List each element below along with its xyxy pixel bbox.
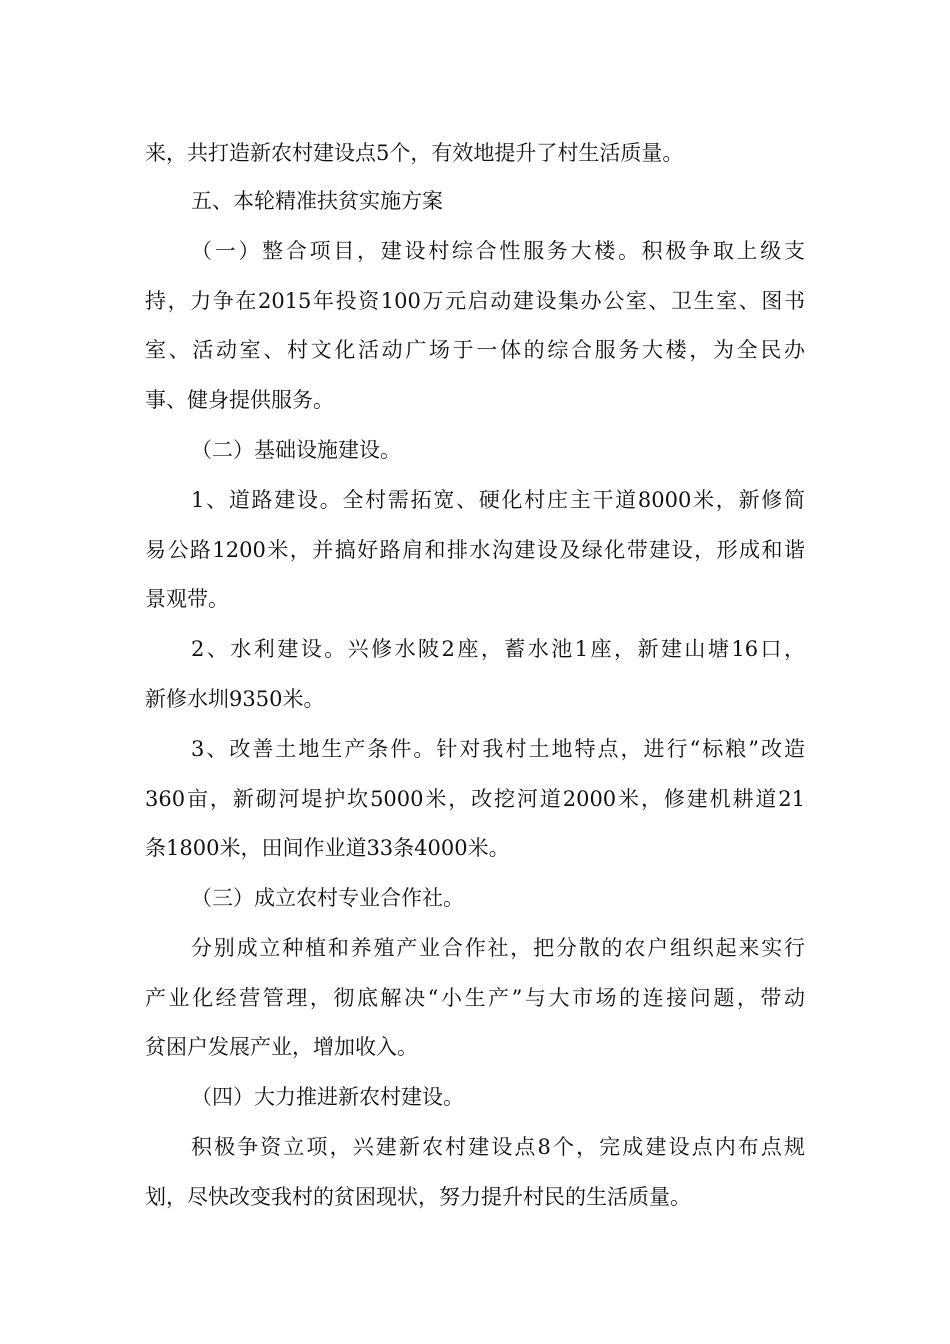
paragraph-line: 分别成立种植和养殖产业合作社，把分散的农户组织起来实行 [191, 936, 805, 960]
paragraph-line: 易公路1200米，并搞好路肩和排水沟建设及绿化带建设，形成和谐 [145, 538, 805, 562]
paragraph-line: 贫困户发展产业，增加收入。 [145, 1035, 418, 1059]
paragraph-line: 3、改善土地生产条件。针对我村土地特点，进行“标粮”改造 [191, 737, 805, 761]
paragraph-line: 持，力争在2015年投资100万元启动建设集办公室、卫生室、图书 [145, 289, 805, 313]
paragraph-line: 积极争资立项，兴建新农村建设点8个，完成建设点内布点规 [191, 1135, 805, 1159]
paragraph-line: 景观带。 [145, 587, 229, 611]
paragraph-line: 1、道路建设。全村需拓宽、硬化村庄主干道8000米，新修简 [191, 488, 805, 512]
subsection-heading: （四）大力推进新农村建设。 [191, 1085, 464, 1109]
section-heading: 五、本轮精准扶贫实施方案 [191, 189, 443, 213]
paragraph-line: 事、健身提供服务。 [145, 388, 334, 412]
paragraph-line: 2、水利建设。兴修水陂2座，蓄水池1座，新建山塘16口， [191, 637, 805, 661]
paragraph-line: 划，尽快改变我村的贫困现状，努力提升村民的生活质量。 [145, 1185, 691, 1209]
paragraph-line: 室、活动室、村文化活动广场于一体的综合服务大楼，为全民办 [145, 338, 805, 362]
paragraph-line: 条1800米，田间作业道33条4000米。 [145, 836, 510, 860]
subsection-heading: （三）成立农村专业合作社。 [191, 886, 464, 910]
paragraph-line: （一）整合项目，建设村综合性服务大楼。积极争取上级支 [191, 239, 805, 263]
subsection-heading: （二）基础设施建设。 [191, 438, 401, 462]
paragraph-line: 新修水圳9350米。 [145, 687, 325, 711]
paragraph-line: 产业化经营管理，彻底解决“小生产”与大市场的连接问题，带动 [145, 986, 805, 1010]
paragraph-line: 来，共打造新农村建设点5个，有效地提升了村生活质量。 [145, 141, 684, 165]
paragraph-line: 360亩，新砌河堤护坎5000米，改挖河道2000米，修建机耕道21 [145, 787, 805, 811]
